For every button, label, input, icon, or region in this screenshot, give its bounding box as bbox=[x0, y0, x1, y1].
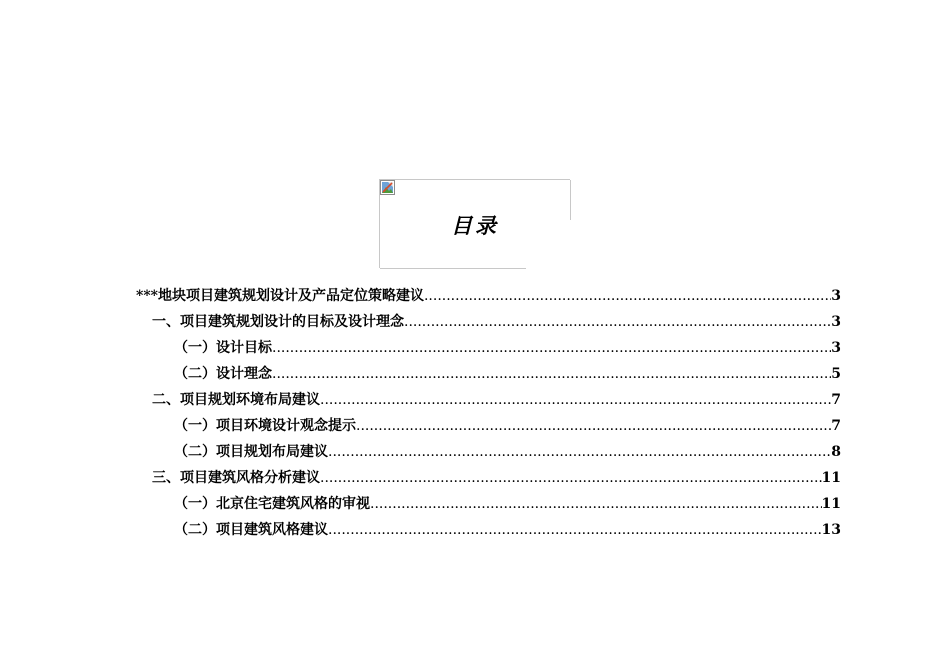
toc-entry[interactable] bbox=[136, 285, 841, 311]
broken-image-icon bbox=[380, 180, 395, 195]
toc-page-number: 11 bbox=[821, 496, 841, 512]
toc-dot-leader bbox=[328, 441, 831, 463]
toc-entry-label: （一）北京住宅建筑风格的审视 bbox=[174, 496, 370, 512]
toc-entry-label: ***地块项目建筑规划设计及产品定位策略建议 bbox=[136, 288, 424, 304]
toc-entry[interactable] bbox=[136, 493, 841, 519]
toc-dot-leader bbox=[404, 311, 831, 333]
toc-entry[interactable] bbox=[136, 415, 841, 441]
toc-dot-leader bbox=[272, 337, 831, 359]
toc-dot-leader bbox=[272, 363, 831, 385]
frame-edge bbox=[570, 180, 571, 220]
toc-entry-label: 三、项目建筑风格分析建议 bbox=[152, 470, 320, 486]
toc-entry[interactable] bbox=[136, 441, 841, 467]
toc-page-number: 11 bbox=[821, 470, 841, 486]
toc-page-number: 3 bbox=[831, 340, 841, 356]
toc-entry[interactable] bbox=[136, 337, 841, 363]
toc-entry[interactable] bbox=[136, 363, 841, 389]
toc-dot-leader bbox=[328, 519, 822, 541]
toc-entry-label: 二、项目规划环境布局建议 bbox=[152, 392, 320, 408]
toc-title-frame bbox=[379, 179, 570, 268]
toc-entry[interactable] bbox=[136, 467, 841, 493]
toc-page-number: 7 bbox=[831, 392, 841, 408]
toc-page-number: 13 bbox=[821, 522, 841, 538]
toc-entry-label: （一）项目环境设计观念提示 bbox=[174, 418, 356, 434]
toc-dot-leader bbox=[320, 467, 822, 489]
toc-entry[interactable] bbox=[136, 519, 841, 545]
toc-entry-label: （二）设计理念 bbox=[174, 366, 272, 382]
toc-dot-leader bbox=[424, 285, 831, 307]
toc-page-number: 8 bbox=[831, 444, 841, 460]
table-of-contents bbox=[136, 285, 841, 545]
toc-page-number: 3 bbox=[831, 288, 841, 304]
toc-entry[interactable] bbox=[136, 311, 841, 337]
toc-page-number: 7 bbox=[831, 418, 841, 434]
toc-entry-label: （二）项目建筑风格建议 bbox=[174, 522, 328, 538]
toc-title: 目录 bbox=[451, 214, 499, 238]
toc-page-number: 3 bbox=[831, 314, 841, 330]
frame-edge bbox=[380, 268, 526, 269]
toc-page-number: 5 bbox=[831, 366, 841, 382]
toc-entry-label: 一、项目建筑规划设计的目标及设计理念 bbox=[152, 314, 404, 330]
toc-dot-leader bbox=[320, 389, 831, 411]
toc-dot-leader bbox=[370, 493, 822, 515]
toc-entry-label: （一）设计目标 bbox=[174, 340, 272, 356]
toc-entry-label: （二）项目规划布局建议 bbox=[174, 444, 328, 460]
toc-dot-leader bbox=[356, 415, 831, 437]
toc-entry[interactable] bbox=[136, 389, 841, 415]
